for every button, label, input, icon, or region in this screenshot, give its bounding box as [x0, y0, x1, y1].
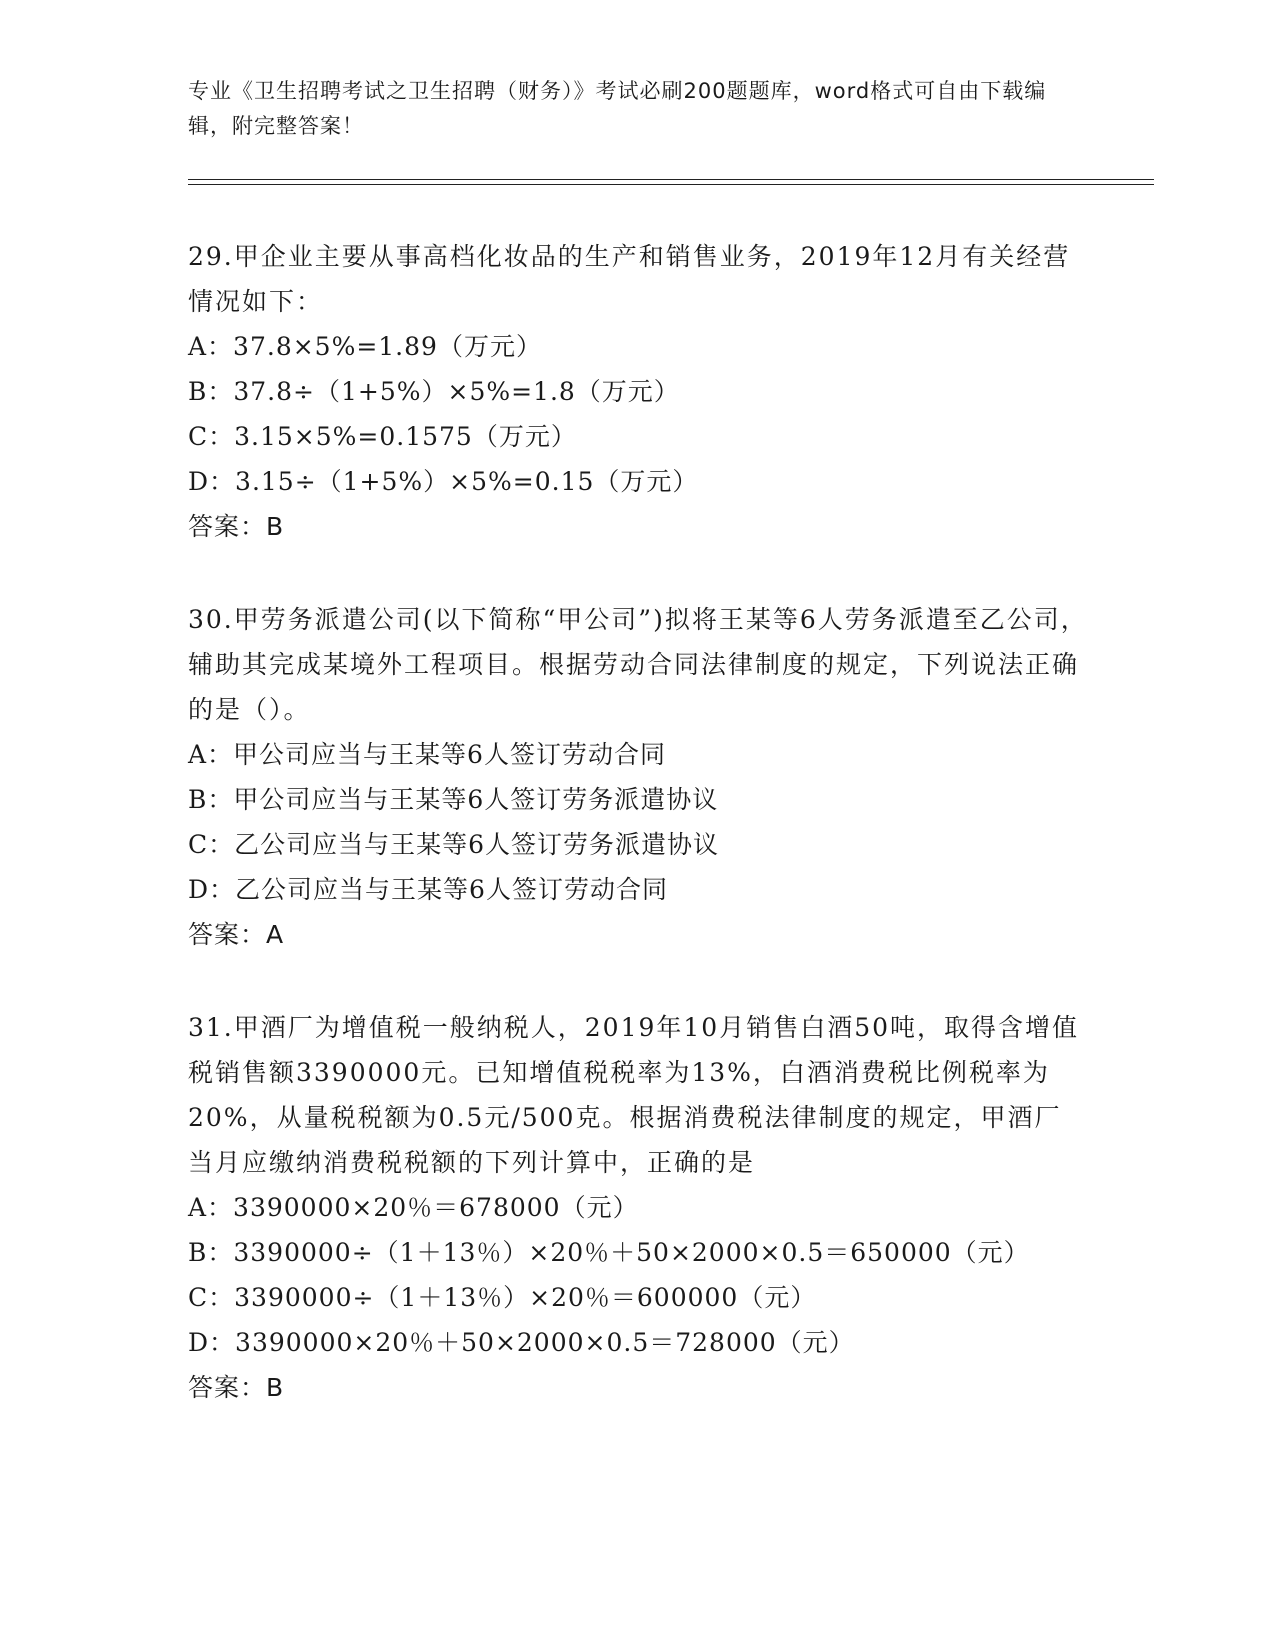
option-c: C：3.15×5%=0.1575（万元） — [188, 422, 577, 451]
answer-label: 答案：B — [188, 1373, 285, 1402]
question-31 — [188, 1005, 1088, 1410]
question-29 — [188, 234, 1088, 549]
header-divider-top — [188, 179, 1154, 180]
option-b: B：3390000÷（1＋13％）×20％＋50×2000×0.5＝650000（元） — [188, 1238, 1030, 1267]
question-stem: 31.甲酒厂为增值税一般纳税人，2019年10月销售白酒50吨，取得含增值税销售额3390000元。已知增值税税率为13%，白酒消费税比例税率为20%，从量税税额为0.5元/500克。根据消费税法律制度的规定，甲酒厂当月应缴纳消费税税额的下列计算中，正确的是 — [188, 1013, 1080, 1177]
option-d: D：乙公司应当与王某等6人签订劳动合同 — [188, 875, 668, 904]
header-divider-bottom — [188, 184, 1154, 185]
question-stem: 29.甲企业主要从事高档化妆品的生产和销售业务，2019年12月有关经营情况如下： — [188, 242, 1071, 316]
question-30 — [188, 597, 1088, 957]
option-a: A：3390000×20％＝678000（元） — [188, 1193, 639, 1222]
option-c: C：乙公司应当与王某等6人签订劳务派遣协议 — [188, 830, 720, 859]
option-b: B：甲公司应当与王某等6人签订劳务派遣协议 — [188, 785, 719, 814]
answer-label: 答案：B — [188, 512, 285, 541]
option-d: D：3.15÷（1+5%）×5%=0.15（万元） — [188, 467, 699, 496]
document-header: 专业《卫生招聘考试之卫生招聘（财务）》考试必刷200题题库，word格式可自由下载编辑，附完整答案！ — [188, 79, 1047, 138]
option-a: A：甲公司应当与王某等6人签订劳动合同 — [188, 740, 666, 769]
option-d: D：3390000×20％＋50×2000×0.5＝728000（元） — [188, 1328, 855, 1357]
option-a: A：37.8×5%=1.89（万元） — [188, 332, 542, 361]
question-stem: 30.甲劳务派遣公司(以下简称“甲公司”)拟将王某等6人劳务派遣至乙公司，辅助其完成某境外工程项目。根据劳动合同法律制度的规定，下列说法正确的是（）。 — [188, 605, 1088, 724]
answer-label: 答案：A — [188, 920, 285, 949]
option-c: C：3390000÷（1＋13％）×20％＝600000（元） — [188, 1283, 817, 1312]
option-b: B：37.8÷（1+5%）×5%=1.8（万元） — [188, 377, 680, 406]
